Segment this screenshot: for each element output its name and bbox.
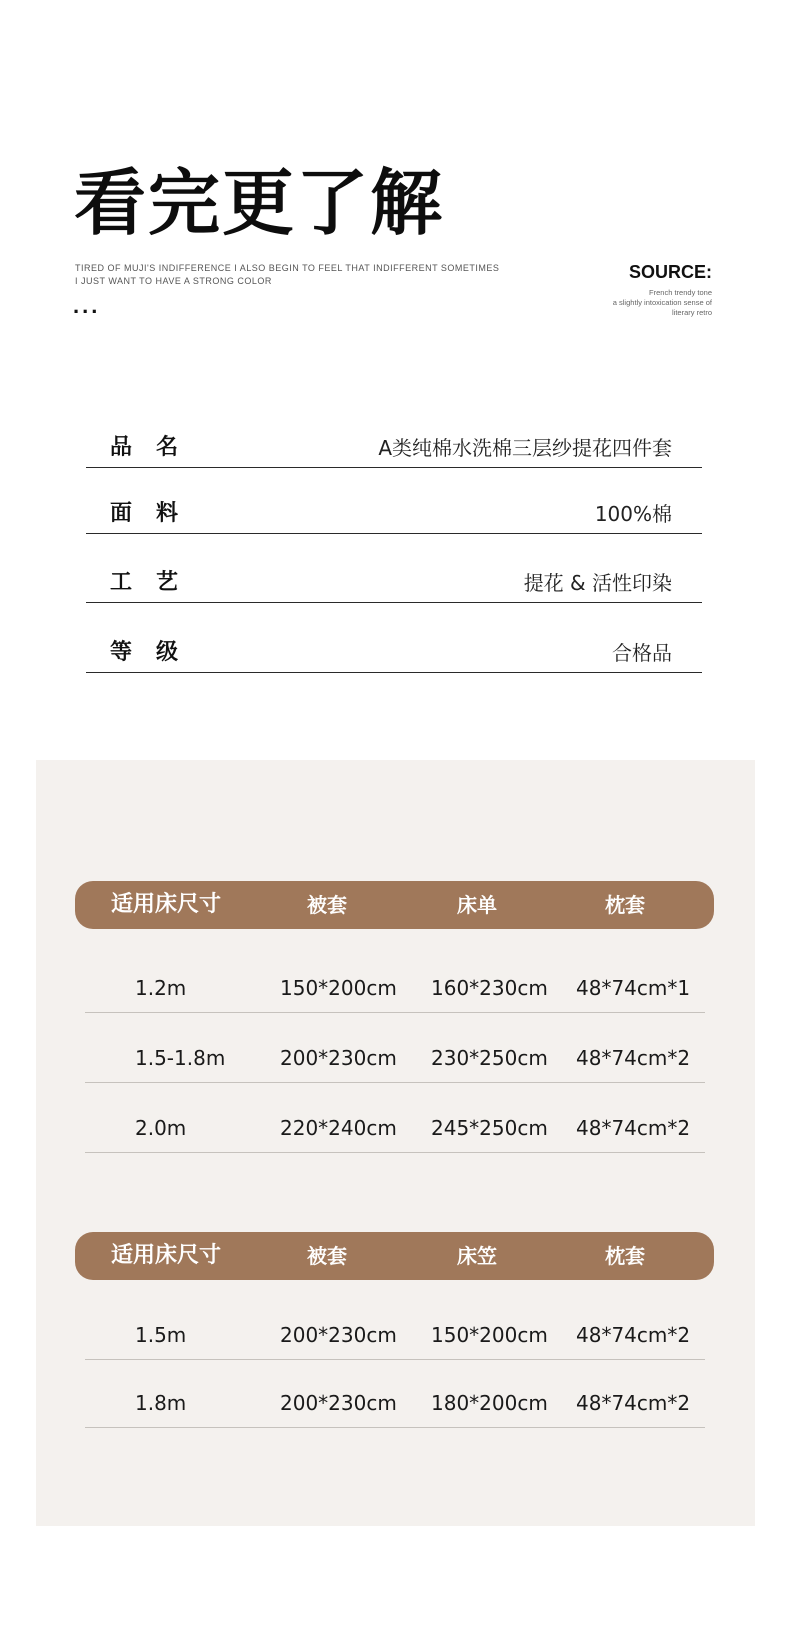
- table-cell: 180*200cm: [431, 1391, 548, 1415]
- table-cell: 200*230cm: [280, 1323, 397, 1347]
- table-cell: 48*74cm*1: [576, 976, 691, 1000]
- header-cell: 被套: [307, 1244, 347, 1268]
- table-cell: 1.8m: [135, 1391, 187, 1415]
- source-line: a slightly intoxication sense of: [612, 298, 712, 307]
- header-cell: 床笠: [457, 1244, 497, 1268]
- header-cell: 枕套: [605, 893, 645, 917]
- table-cell: 150*200cm: [431, 1323, 548, 1347]
- table-cell: 230*250cm: [431, 1046, 548, 1070]
- table-cell: 48*74cm*2: [576, 1116, 691, 1140]
- spec-value: 提花 & 活性印染: [523, 571, 672, 595]
- spec-row-craft: [86, 554, 702, 603]
- table-cell: 48*74cm*2: [576, 1391, 691, 1415]
- source-label: SOURCE:: [628, 262, 712, 282]
- table-row: [85, 954, 705, 1013]
- subtitle-line: TIRED OF MUJI'S INDIFFERENCE I ALSO BEGIN TO FEEL THAT INDIFFERENT SOMETIMES: [75, 263, 500, 273]
- table-cell: 1.5-1.8m: [135, 1046, 226, 1070]
- spec-value: A类纯棉水洗棉三层纱提花四件套: [378, 436, 672, 460]
- header-subtitle: [75, 262, 499, 288]
- table-cell: 48*74cm*2: [576, 1323, 691, 1347]
- spec-label: 等级: [110, 640, 203, 665]
- spec-value: 合格品: [612, 641, 672, 665]
- subtitle-line: I JUST WANT TO HAVE A STRONG COLOR: [75, 276, 272, 286]
- table-cell: 1.5m: [135, 1323, 187, 1347]
- header-cell: 床单: [457, 893, 497, 917]
- table-row: [85, 1290, 705, 1360]
- table-row: [85, 1083, 705, 1153]
- table-cell: 245*250cm: [431, 1116, 548, 1140]
- table-cell: 1.2m: [135, 976, 187, 1000]
- table-row: [85, 1013, 705, 1083]
- table-cell: 150*200cm: [280, 976, 397, 1000]
- spec-label: 面料: [110, 501, 203, 526]
- source-line: French trendy tone: [649, 288, 712, 297]
- table-cell: 48*74cm*2: [576, 1046, 691, 1070]
- header-cell: 适用床尺寸: [110, 892, 222, 917]
- source-line: literary retro: [671, 308, 712, 317]
- spec-row-fabric: [86, 486, 702, 534]
- spec-label: 品名: [110, 435, 203, 460]
- ellipsis-decoration: ...: [73, 293, 101, 318]
- table-cell: 200*230cm: [280, 1046, 397, 1070]
- spec-row-grade: [86, 624, 702, 673]
- table-cell: 160*230cm: [431, 976, 548, 1000]
- size-table-1-header: [75, 881, 714, 929]
- spec-label: 工艺: [110, 570, 203, 595]
- table-row: [85, 1360, 705, 1428]
- header-cell: 枕套: [605, 1244, 645, 1268]
- spec-value: 100%棉: [594, 502, 672, 526]
- source-text: [613, 288, 712, 318]
- page-title: 看完更了解: [74, 161, 445, 245]
- size-table-2-header: [75, 1232, 714, 1280]
- table-cell: 200*230cm: [280, 1391, 397, 1415]
- header-cell: 适用床尺寸: [110, 1243, 222, 1268]
- spec-row-name: [86, 420, 702, 468]
- table-cell: 2.0m: [135, 1116, 187, 1140]
- header-cell: 被套: [307, 893, 347, 917]
- table-cell: 220*240cm: [280, 1116, 397, 1140]
